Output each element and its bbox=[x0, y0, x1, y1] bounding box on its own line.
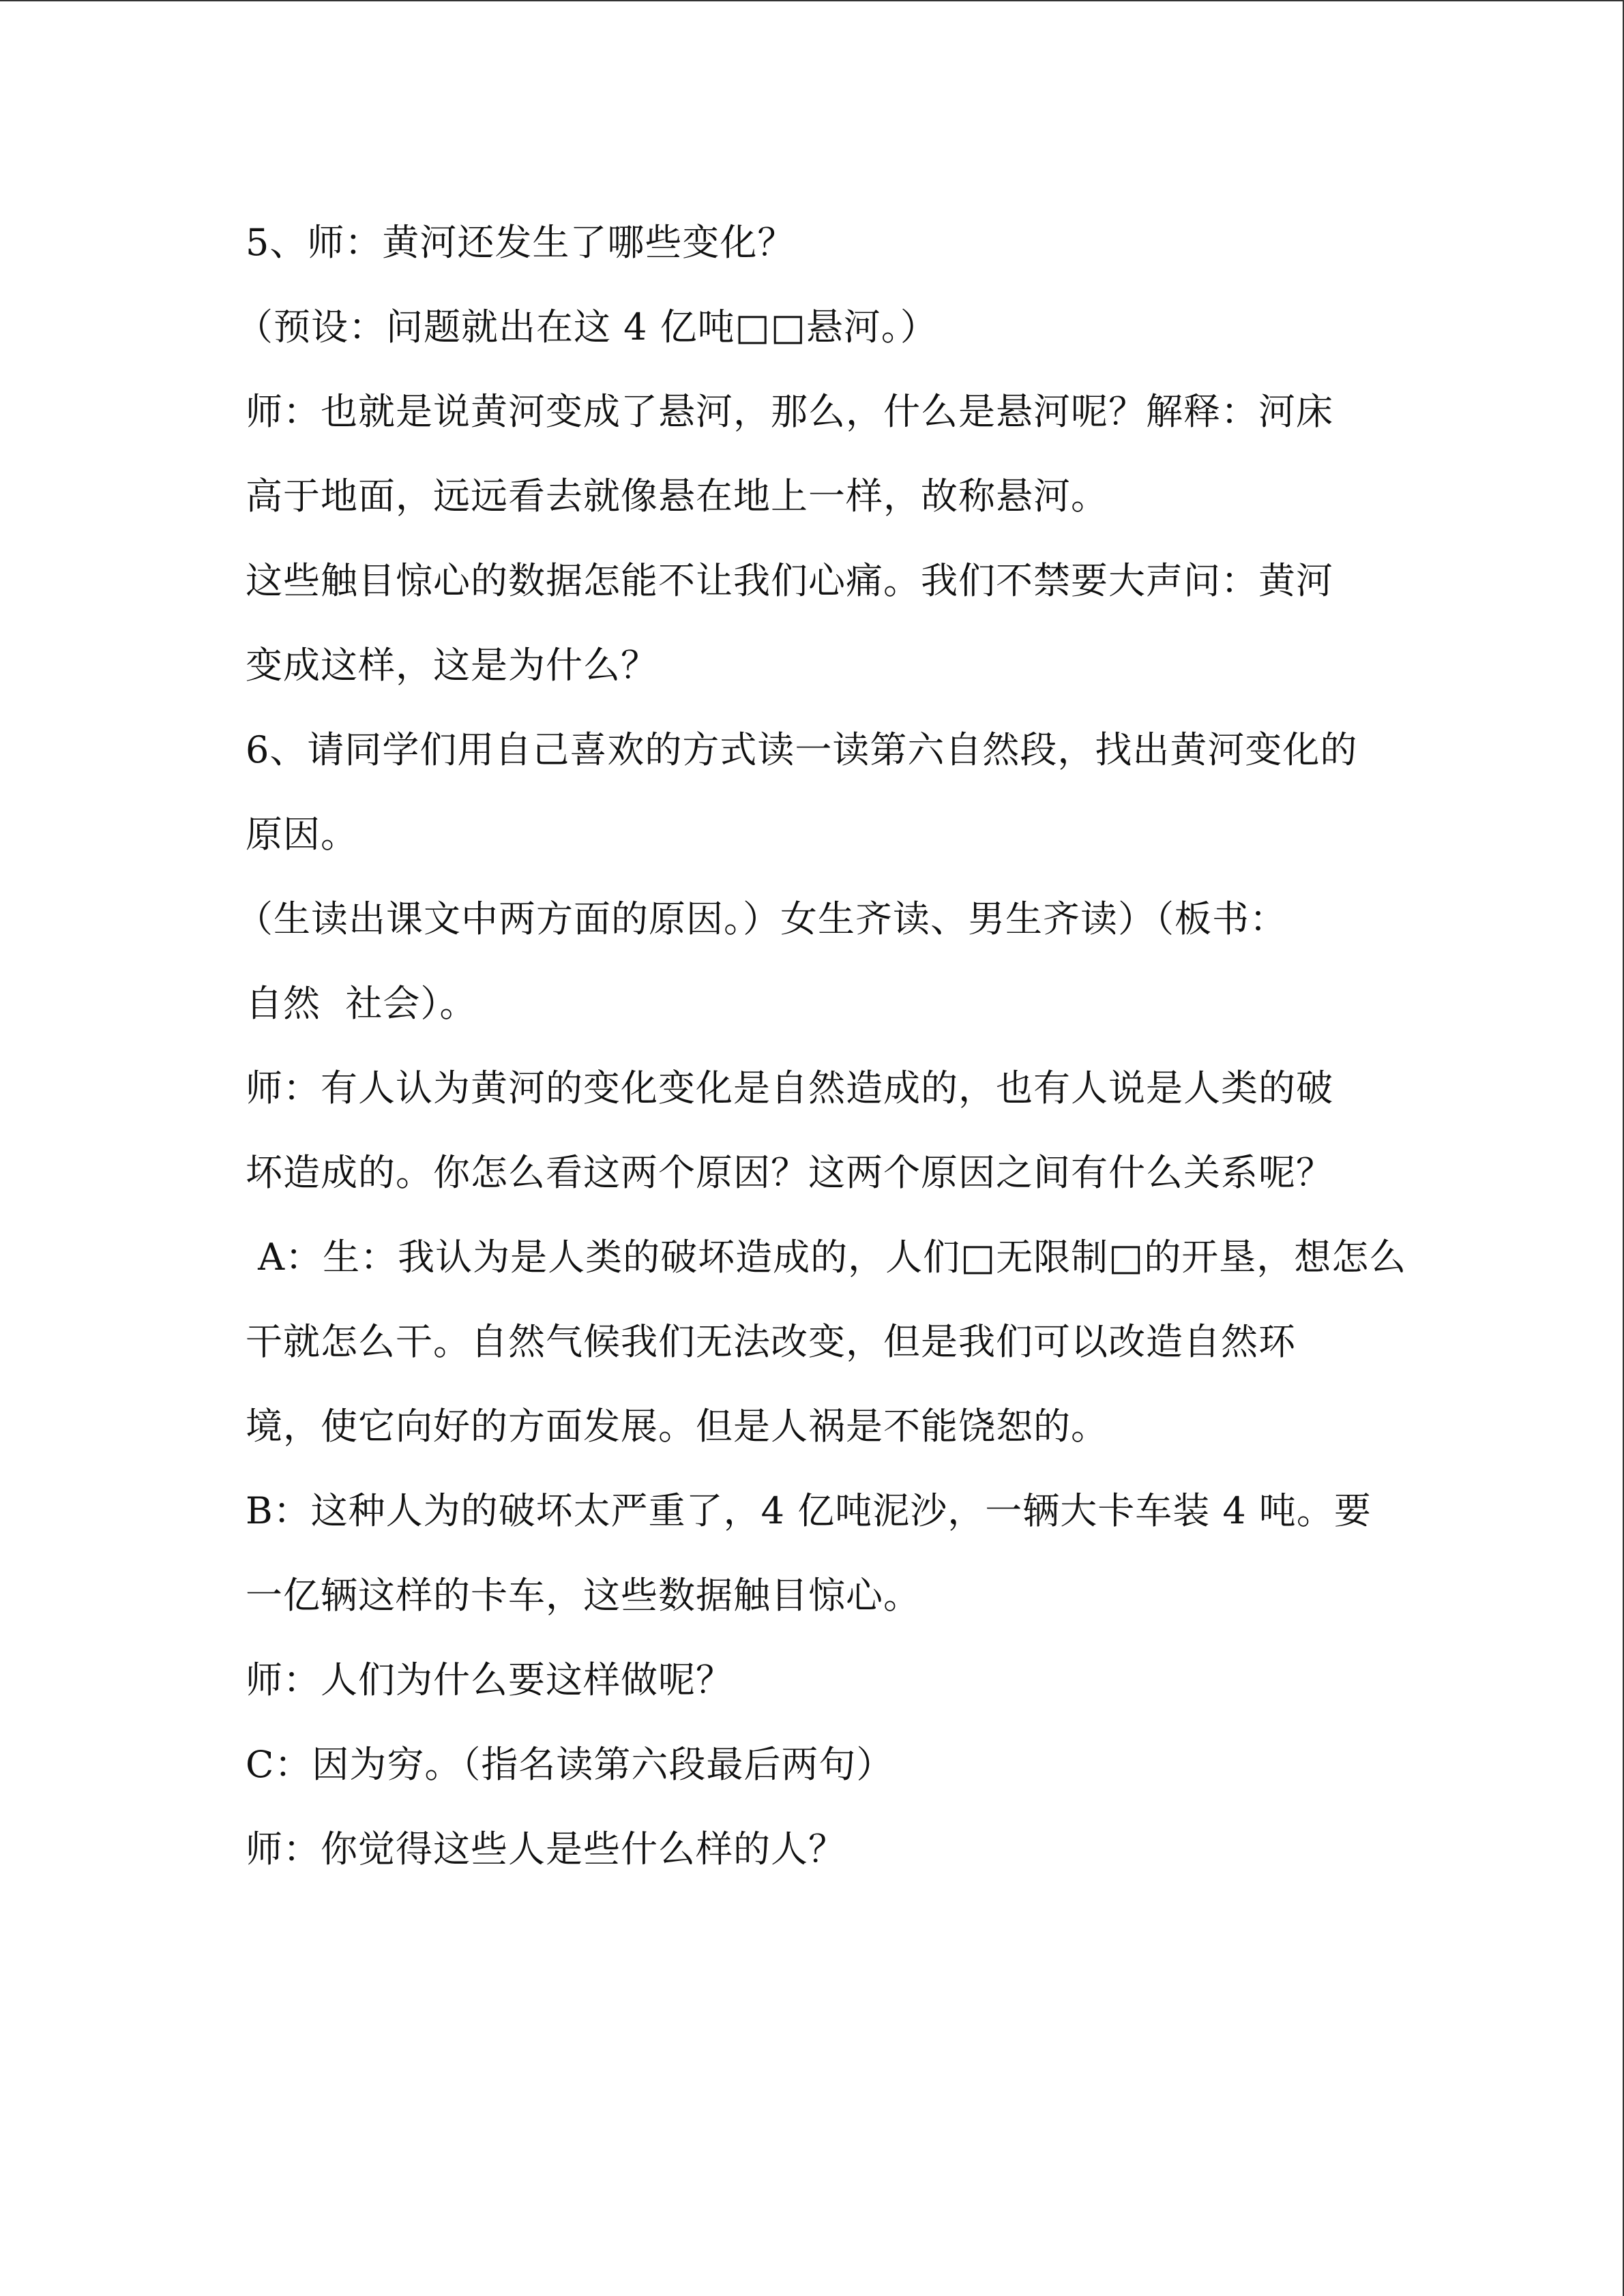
text-line: 干就怎么干。自然气候我们无法改变，但是我们可以改造自然环 bbox=[246, 1320, 1296, 1363]
document-body bbox=[236, 209, 1407, 1900]
text-line: C：因为穷。（指名读第六段最后两句） bbox=[246, 1743, 894, 1786]
text-line: 师：人们为什么要这样做呢？ bbox=[246, 1658, 733, 1701]
text-line: （预设：问题就出在这 4 亿吨□□悬河。） bbox=[236, 305, 938, 348]
text-line: 自然 社会）。 bbox=[246, 982, 477, 1025]
text-line: 一亿辆这样的卡车，这些数据触目惊心。 bbox=[246, 1574, 921, 1617]
text-line: A：生：我认为是人类的破坏造成的，人们□无限制□的开垦，想怎么 bbox=[246, 1236, 1407, 1279]
text-line: 6、请同学们用自己喜欢的方式读一读第六自然段，找出黄河变化的 bbox=[246, 728, 1358, 771]
text-line: 这些触目惊心的数据怎能不让我们心痛。我们不禁要大声问：黄河 bbox=[246, 559, 1333, 602]
text-line: 原因。 bbox=[246, 813, 358, 856]
text-line: 变成这样，这是为什么？ bbox=[246, 644, 658, 687]
text-line: 师：你觉得这些人是些什么样的人？ bbox=[246, 1828, 846, 1870]
text-line: 5、师：黄河还发生了哪些变化？ bbox=[246, 221, 795, 264]
text-line: （生读出课文中两方面的原因。）女生齐读、男生齐读）（板书： bbox=[236, 897, 1287, 940]
text-line: 境，使它向好的方面发展。但是人祸是不能饶恕的。 bbox=[246, 1405, 1108, 1448]
text-line: 师：也就是说黄河变成了悬河，那么，什么是悬河呢？解释：河床 bbox=[246, 390, 1333, 433]
text-line: 师：有人认为黄河的变化变化是自然造成的，也有人说是人类的破 bbox=[246, 1067, 1333, 1109]
text-line: 坏造成的。你怎么看这两个原因？这两个原因之间有什么关系呢？ bbox=[246, 1151, 1333, 1194]
text-line: B：这种人为的破坏太严重了，4 亿吨泥沙，一辆大卡车装 4 吨。要 bbox=[246, 1489, 1372, 1532]
text-line: 高于地面，远远看去就像悬在地上一样，故称悬河。 bbox=[246, 475, 1108, 518]
